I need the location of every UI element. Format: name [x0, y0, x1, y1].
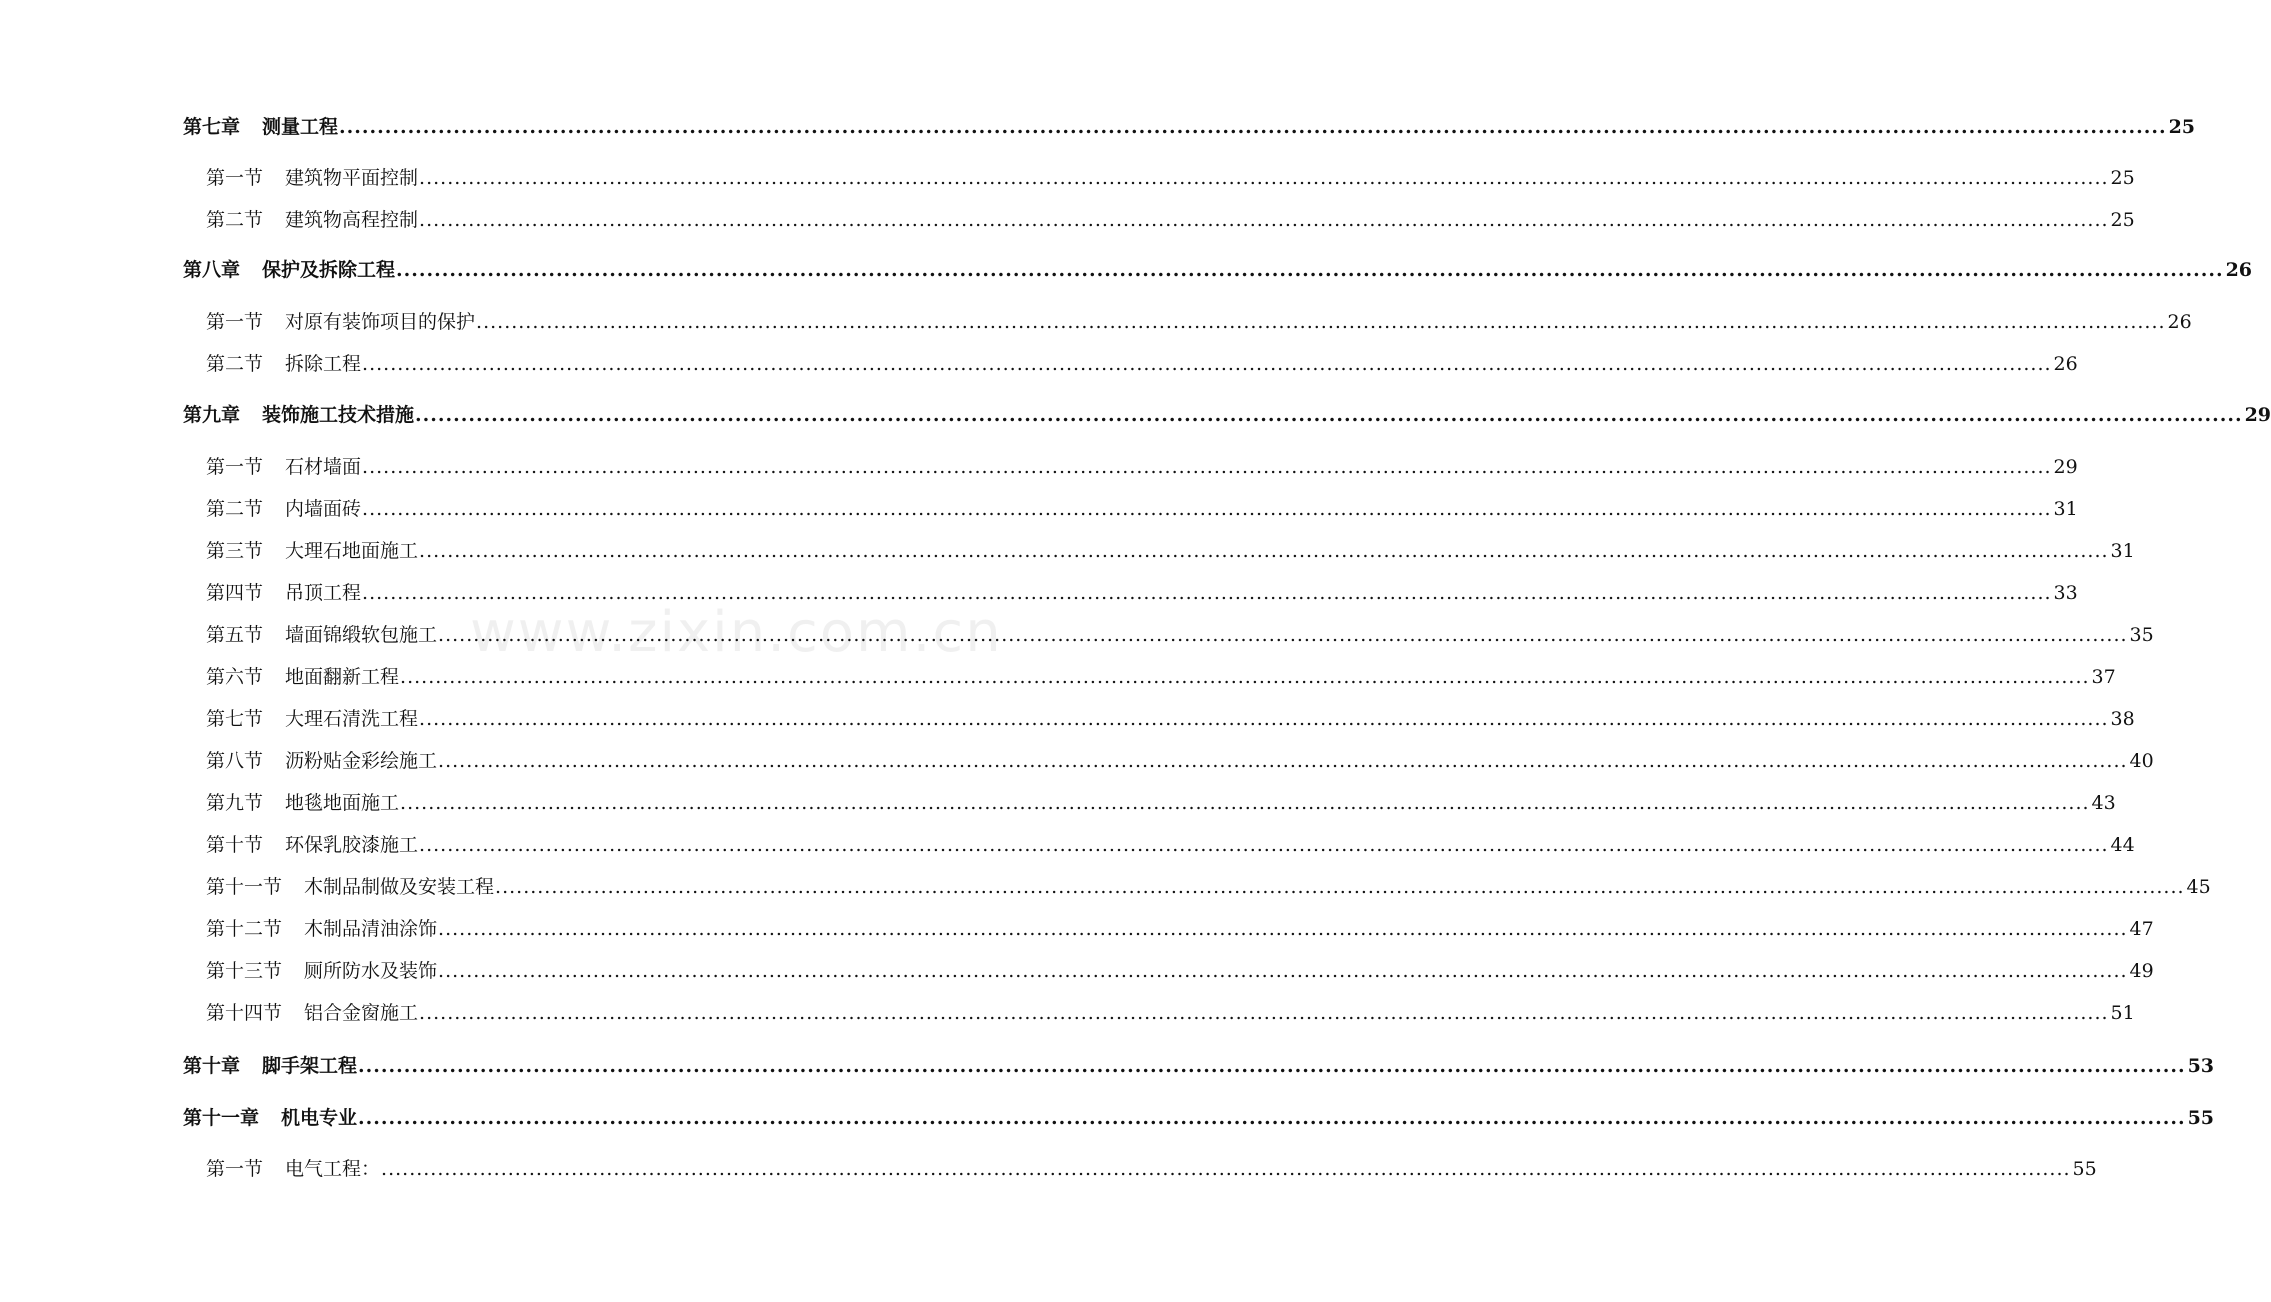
entry-number: 第二节 — [206, 353, 264, 375]
entry-number: 第一节 — [206, 311, 264, 333]
entry-title: 地毯地面施工 — [285, 792, 400, 814]
toc-entry-section[interactable] — [206, 996, 2135, 1030]
dot-leader — [362, 576, 2052, 610]
dot-leader — [339, 110, 2167, 144]
entry-number: 第八节 — [206, 750, 264, 772]
entry-number: 第九节 — [206, 792, 264, 814]
entry-title: 厕所防水及装饰 — [304, 960, 438, 982]
toc-entry-section[interactable] — [206, 744, 2154, 778]
entry-number: 第十节 — [206, 834, 264, 856]
entry-number: 第十一章 — [183, 1107, 260, 1129]
entry-title: 建筑物平面控制 — [285, 167, 419, 189]
entry-number: 第九章 — [183, 404, 241, 426]
toc-entry-section[interactable] — [206, 576, 2078, 610]
toc-entry-section[interactable] — [206, 492, 2078, 526]
entry-page-number: 26 — [2053, 353, 2078, 375]
dot-leader — [438, 618, 2128, 652]
entry-number: 第二节 — [206, 498, 264, 520]
dot-leader — [400, 786, 2090, 820]
toc-entry-chapter[interactable] — [183, 110, 2196, 144]
entry-number: 第七章 — [183, 116, 241, 138]
entry-title: 环保乳胶漆施工 — [285, 834, 419, 856]
entry-page-number: 25 — [2110, 167, 2135, 189]
entry-page-number: 55 — [2187, 1107, 2215, 1129]
entry-title: 建筑物高程控制 — [285, 209, 419, 231]
entry-page-number: 38 — [2110, 708, 2135, 730]
dot-leader — [419, 203, 2109, 237]
dot-leader — [362, 347, 2052, 381]
entry-title: 大理石清洗工程 — [285, 708, 419, 730]
entry-page-number: 25 — [2168, 116, 2196, 138]
entry-page-number: 31 — [2110, 540, 2135, 562]
entry-page-number: 45 — [2186, 876, 2211, 898]
entry-title: 对原有装饰项目的保护 — [285, 311, 476, 333]
entry-title: 内墙面砖 — [285, 498, 362, 520]
entry-number: 第十三节 — [206, 960, 283, 982]
toc-entry-section[interactable] — [206, 203, 2135, 237]
entry-page-number: 26 — [2225, 259, 2253, 281]
entry-number: 第一节 — [206, 1158, 264, 1180]
entry-title: 铝合金窗施工 — [304, 1002, 419, 1024]
entry-title: 电气工程： — [285, 1158, 381, 1180]
entry-page-number: 25 — [2110, 209, 2135, 231]
toc-entry-section[interactable] — [206, 347, 2078, 381]
dot-leader — [400, 660, 2090, 694]
entry-page-number: 47 — [2129, 918, 2154, 940]
entry-page-number: 29 — [2244, 404, 2271, 426]
entry-number: 第七节 — [206, 708, 264, 730]
entry-page-number: 37 — [2091, 666, 2116, 688]
entry-number: 第六节 — [206, 666, 264, 688]
toc-entry-section[interactable] — [206, 161, 2135, 195]
toc-entry-chapter[interactable] — [183, 1049, 2215, 1083]
entry-page-number: 31 — [2053, 498, 2078, 520]
toc-entry-section[interactable] — [206, 786, 2116, 820]
toc-entry-section[interactable] — [206, 450, 2078, 484]
dot-leader — [415, 398, 2243, 432]
entry-title: 地面翻新工程 — [285, 666, 400, 688]
dot-leader — [495, 870, 2185, 904]
entry-page-number: 43 — [2091, 792, 2116, 814]
toc-entry-section[interactable] — [206, 534, 2135, 568]
dot-leader — [362, 450, 2052, 484]
entry-number: 第十四节 — [206, 1002, 283, 1024]
entry-page-number: 44 — [2110, 834, 2135, 856]
dot-leader — [381, 1152, 2071, 1186]
entry-title: 墙面锦缎软包施工 — [285, 624, 438, 646]
entry-page-number: 51 — [2110, 1002, 2135, 1024]
entry-title: 木制品清油涂饰 — [304, 918, 438, 940]
entry-title: 机电专业 — [281, 1107, 358, 1129]
dot-leader — [419, 161, 2109, 195]
toc-entry-section[interactable] — [206, 702, 2135, 736]
toc-entry-section[interactable] — [206, 660, 2116, 694]
dot-leader — [438, 744, 2128, 778]
entry-number: 第四节 — [206, 582, 264, 604]
dot-leader — [419, 996, 2109, 1030]
dot-leader — [476, 305, 2166, 339]
entry-page-number: 49 — [2129, 960, 2154, 982]
entry-number: 第八章 — [183, 259, 241, 281]
dot-leader — [419, 702, 2109, 736]
toc-entry-section[interactable] — [206, 954, 2154, 988]
dot-leader — [358, 1049, 2186, 1083]
entry-title: 沥粉贴金彩绘施工 — [285, 750, 438, 772]
entry-title: 木制品制做及安装工程 — [304, 876, 495, 898]
watermark: www.zixin.com.cn — [470, 600, 1003, 665]
toc-entry-section[interactable] — [206, 305, 2192, 339]
dot-leader — [396, 253, 2224, 287]
entry-page-number: 40 — [2129, 750, 2154, 772]
entry-number: 第十一节 — [206, 876, 283, 898]
toc-entry-section[interactable] — [206, 828, 2135, 862]
entry-number: 第五节 — [206, 624, 264, 646]
dot-leader — [362, 492, 2052, 526]
toc-entry-chapter[interactable] — [183, 1101, 2215, 1135]
entry-page-number: 29 — [2053, 456, 2078, 478]
toc-entry-chapter[interactable] — [183, 253, 2253, 287]
dot-leader — [358, 1101, 2186, 1135]
toc-entry-section[interactable] — [206, 870, 2211, 904]
entry-title: 装饰施工技术措施 — [262, 404, 415, 426]
dot-leader — [419, 828, 2109, 862]
entry-number: 第二节 — [206, 209, 264, 231]
dot-leader — [419, 534, 2109, 568]
dot-leader — [438, 912, 2128, 946]
toc-entry-section[interactable] — [206, 912, 2154, 946]
entry-number: 第三节 — [206, 540, 264, 562]
entry-page-number: 26 — [2167, 311, 2192, 333]
entry-page-number: 33 — [2053, 582, 2078, 604]
entry-number: 第一节 — [206, 456, 264, 478]
toc-entry-section[interactable] — [206, 1152, 2097, 1186]
entry-title: 大理石地面施工 — [285, 540, 419, 562]
entry-page-number: 55 — [2072, 1158, 2097, 1180]
entry-number: 第十章 — [183, 1055, 241, 1077]
entry-title: 石材墙面 — [285, 456, 362, 478]
entry-page-number: 53 — [2187, 1055, 2215, 1077]
entry-title: 保护及拆除工程 — [262, 259, 396, 281]
entry-title: 吊顶工程 — [285, 582, 362, 604]
entry-title: 测量工程 — [262, 116, 339, 138]
entry-number: 第十二节 — [206, 918, 283, 940]
entry-title: 拆除工程 — [285, 353, 362, 375]
entry-number: 第一节 — [206, 167, 264, 189]
entry-title: 脚手架工程 — [262, 1055, 358, 1077]
dot-leader — [438, 954, 2128, 988]
entry-page-number: 35 — [2129, 624, 2154, 646]
toc-entry-chapter[interactable] — [183, 398, 2271, 432]
